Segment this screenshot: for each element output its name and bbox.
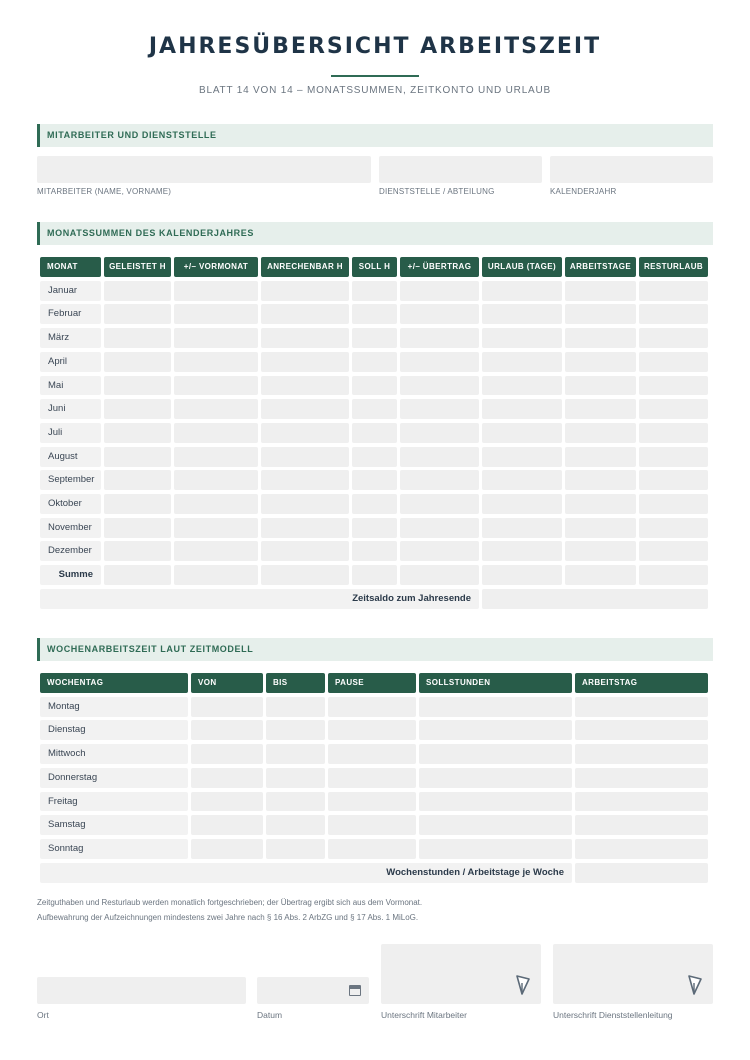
input-cell[interactable] xyxy=(352,470,397,490)
table-row xyxy=(40,792,708,812)
date-field[interactable] xyxy=(257,977,369,1004)
manager-signature-box[interactable] xyxy=(553,944,713,1004)
month-label: August xyxy=(40,447,101,467)
input-cell[interactable] xyxy=(400,376,479,396)
input-cell[interactable] xyxy=(565,281,636,301)
pen-icon xyxy=(515,974,531,996)
page-title: JAHRESÜBERSICHT ARBEITSZEIT xyxy=(148,34,602,59)
calendar-year-label: KALENDERJAHR xyxy=(550,187,617,196)
input-cell[interactable] xyxy=(174,423,258,443)
weekly-total-field[interactable] xyxy=(575,863,708,883)
input-cell[interactable] xyxy=(482,304,562,324)
employee-signature-label: Unterschrift Mitarbeiter xyxy=(381,1010,467,1020)
input-cell[interactable] xyxy=(328,744,416,764)
sum-cell[interactable] xyxy=(104,565,171,585)
column-header: RESTURLAUB xyxy=(639,257,708,277)
employee-name-field[interactable] xyxy=(37,156,371,183)
input-cell[interactable] xyxy=(639,352,708,372)
column-header: MONAT xyxy=(40,257,101,277)
input-cell[interactable] xyxy=(639,328,708,348)
input-cell[interactable] xyxy=(565,494,636,514)
input-cell[interactable] xyxy=(261,518,349,538)
month-label: Februar xyxy=(40,304,101,324)
column-header: PAUSE xyxy=(328,673,416,693)
table-header-row xyxy=(40,673,708,693)
input-cell[interactable] xyxy=(639,281,708,301)
input-cell[interactable] xyxy=(104,470,171,490)
month-label: Juni xyxy=(40,399,101,419)
input-cell[interactable] xyxy=(352,447,397,467)
table-header-row xyxy=(40,257,708,277)
manager-signature-label: Unterschrift Dienststellenleitung xyxy=(553,1010,673,1020)
input-cell[interactable] xyxy=(565,518,636,538)
input-cell[interactable] xyxy=(191,815,263,835)
input-cell[interactable] xyxy=(104,447,171,467)
note-carryover: Zeitguthaben und Resturlaub werden monatlich fortgeschrieben; der Übertrag ergibt sich aus dem Vormonat. xyxy=(37,898,423,907)
input-cell[interactable] xyxy=(482,352,562,372)
input-cell[interactable] xyxy=(400,470,479,490)
input-cell[interactable] xyxy=(419,839,572,859)
input-cell[interactable] xyxy=(261,399,349,419)
input-cell[interactable] xyxy=(482,541,562,561)
input-cell[interactable] xyxy=(266,815,325,835)
month-label: Juli xyxy=(40,423,101,443)
input-cell[interactable] xyxy=(266,744,325,764)
input-cell[interactable] xyxy=(419,720,572,740)
input-cell[interactable] xyxy=(419,768,572,788)
column-header: VON xyxy=(191,673,263,693)
input-cell[interactable] xyxy=(266,720,325,740)
sum-cell[interactable] xyxy=(261,565,349,585)
input-cell[interactable] xyxy=(191,720,263,740)
input-cell[interactable] xyxy=(261,376,349,396)
column-header: ARBEITSTAGE xyxy=(565,257,636,277)
input-cell[interactable] xyxy=(352,376,397,396)
input-cell[interactable] xyxy=(352,399,397,419)
input-cell[interactable] xyxy=(419,744,572,764)
input-cell[interactable] xyxy=(352,281,397,301)
input-cell[interactable] xyxy=(482,470,562,490)
section-weekly-title: WOCHENARBEITSZEIT LAUT ZEITMODELL xyxy=(37,638,713,661)
input-cell[interactable] xyxy=(104,399,171,419)
table-row xyxy=(40,447,708,467)
sum-label: Summe xyxy=(40,565,101,585)
input-cell[interactable] xyxy=(104,518,171,538)
department-label: DIENSTSTELLE / ABTEILUNG xyxy=(379,187,495,196)
input-cell[interactable] xyxy=(565,470,636,490)
input-cell[interactable] xyxy=(174,518,258,538)
input-cell[interactable] xyxy=(261,541,349,561)
section-monthly-title: MONATSSUMMEN DES KALENDERJAHRES xyxy=(37,222,713,245)
table-row xyxy=(40,376,708,396)
input-cell[interactable] xyxy=(482,328,562,348)
input-cell[interactable] xyxy=(328,720,416,740)
input-cell[interactable] xyxy=(400,518,479,538)
calendar-icon[interactable] xyxy=(349,985,361,996)
input-cell[interactable] xyxy=(266,768,325,788)
table-row xyxy=(40,470,708,490)
input-cell[interactable] xyxy=(400,541,479,561)
input-cell[interactable] xyxy=(352,541,397,561)
input-cell[interactable] xyxy=(639,376,708,396)
input-cell[interactable] xyxy=(174,470,258,490)
input-cell[interactable] xyxy=(261,328,349,348)
input-cell[interactable] xyxy=(575,768,708,788)
column-header: ANRECHENBAR H xyxy=(261,257,349,277)
input-cell[interactable] xyxy=(400,399,479,419)
input-cell[interactable] xyxy=(575,744,708,764)
month-label: November xyxy=(40,518,101,538)
input-cell[interactable] xyxy=(565,304,636,324)
input-cell[interactable] xyxy=(352,494,397,514)
month-label: April xyxy=(40,352,101,372)
input-cell[interactable] xyxy=(328,768,416,788)
balance-row xyxy=(40,589,708,609)
input-cell[interactable] xyxy=(191,697,263,717)
input-cell[interactable] xyxy=(419,815,572,835)
sum-cell[interactable] xyxy=(400,565,479,585)
input-cell[interactable] xyxy=(266,697,325,717)
input-cell[interactable] xyxy=(261,423,349,443)
input-cell[interactable] xyxy=(352,328,397,348)
input-cell[interactable] xyxy=(565,423,636,443)
page-subtitle: BLATT 14 VON 14 – MONATSSUMMEN, ZEITKONTO UND URLAUB xyxy=(198,85,552,96)
input-cell[interactable] xyxy=(104,494,171,514)
input-cell[interactable] xyxy=(174,447,258,467)
sum-cell[interactable] xyxy=(174,565,258,585)
input-cell[interactable] xyxy=(328,839,416,859)
input-cell[interactable] xyxy=(565,447,636,467)
input-cell[interactable] xyxy=(174,352,258,372)
input-cell[interactable] xyxy=(400,304,479,324)
place-label: Ort xyxy=(37,1010,49,1020)
table-row xyxy=(40,815,708,835)
note-retention: Aufbewahrung der Aufzeichnungen mindestens zwei Jahre nach § 16 Abs. 2 ArbZG und § 17 Abs. 1 MiLoG. xyxy=(37,913,419,922)
month-label: Januar xyxy=(40,281,101,301)
input-cell[interactable] xyxy=(266,792,325,812)
column-header: ARBEITSTAG xyxy=(575,673,708,693)
section-employee-title: MITARBEITER UND DIENSTSTELLE xyxy=(37,124,713,147)
input-cell[interactable] xyxy=(400,352,479,372)
input-cell[interactable] xyxy=(482,447,562,467)
sum-cell[interactable] xyxy=(565,565,636,585)
input-cell[interactable] xyxy=(482,494,562,514)
input-cell[interactable] xyxy=(261,352,349,372)
title-divider xyxy=(331,75,419,77)
column-header: GELEISTET H xyxy=(104,257,171,277)
input-cell[interactable] xyxy=(261,304,349,324)
input-cell[interactable] xyxy=(565,376,636,396)
input-cell[interactable] xyxy=(261,281,349,301)
input-cell[interactable] xyxy=(482,518,562,538)
input-cell[interactable] xyxy=(174,541,258,561)
input-cell[interactable] xyxy=(639,447,708,467)
weekly-total-row xyxy=(40,863,708,883)
sum-cell[interactable] xyxy=(352,565,397,585)
weekday-label: Mittwoch xyxy=(40,744,188,764)
table-row xyxy=(40,768,708,788)
month-label: September xyxy=(40,470,101,490)
input-cell[interactable] xyxy=(104,376,171,396)
table-row xyxy=(40,494,708,514)
input-cell[interactable] xyxy=(639,470,708,490)
input-cell[interactable] xyxy=(104,304,171,324)
input-cell[interactable] xyxy=(352,518,397,538)
input-cell[interactable] xyxy=(575,839,708,859)
input-cell[interactable] xyxy=(104,541,171,561)
input-cell[interactable] xyxy=(352,423,397,443)
input-cell[interactable] xyxy=(639,494,708,514)
input-cell[interactable] xyxy=(174,399,258,419)
input-cell[interactable] xyxy=(104,423,171,443)
input-cell[interactable] xyxy=(261,494,349,514)
input-cell[interactable] xyxy=(639,541,708,561)
employee-signature-box[interactable] xyxy=(381,944,541,1004)
pen-icon xyxy=(687,974,703,996)
input-cell[interactable] xyxy=(174,304,258,324)
input-cell[interactable] xyxy=(191,768,263,788)
department-field[interactable] xyxy=(379,156,542,183)
input-cell[interactable] xyxy=(328,815,416,835)
input-cell[interactable] xyxy=(328,697,416,717)
employee-name-label: MITARBEITER (NAME, VORNAME) xyxy=(37,187,172,196)
table-row xyxy=(40,352,708,372)
input-cell[interactable] xyxy=(482,423,562,443)
input-cell[interactable] xyxy=(400,281,479,301)
table-row xyxy=(40,328,708,348)
month-label: Mai xyxy=(40,376,101,396)
month-label: Oktober xyxy=(40,494,101,514)
input-cell[interactable] xyxy=(419,697,572,717)
calendar-year-field[interactable] xyxy=(550,156,713,183)
input-cell[interactable] xyxy=(352,352,397,372)
table-row xyxy=(40,720,708,740)
sum-row xyxy=(40,565,708,585)
table-row xyxy=(40,839,708,859)
input-cell[interactable] xyxy=(174,328,258,348)
year-end-balance-label: Zeitsaldo zum Jahresende xyxy=(40,589,479,609)
input-cell[interactable] xyxy=(261,470,349,490)
year-end-balance-field[interactable] xyxy=(482,589,708,609)
input-cell[interactable] xyxy=(482,281,562,301)
place-field[interactable] xyxy=(37,977,246,1004)
column-header: WOCHENTAG xyxy=(40,673,188,693)
table-row xyxy=(40,518,708,538)
date-label: Datum xyxy=(257,1010,283,1020)
sum-cell[interactable] xyxy=(639,565,708,585)
table-row xyxy=(40,541,708,561)
input-cell[interactable] xyxy=(174,281,258,301)
input-cell[interactable] xyxy=(419,792,572,812)
column-header: SOLLSTUNDEN xyxy=(419,673,572,693)
weekly-schedule-table xyxy=(40,673,708,886)
weekday-label: Montag xyxy=(40,697,188,717)
input-cell[interactable] xyxy=(400,447,479,467)
input-cell[interactable] xyxy=(191,744,263,764)
input-cell[interactable] xyxy=(104,281,171,301)
input-cell[interactable] xyxy=(174,494,258,514)
input-cell[interactable] xyxy=(104,352,171,372)
input-cell[interactable] xyxy=(174,376,258,396)
table-row xyxy=(40,399,708,419)
input-cell[interactable] xyxy=(482,376,562,396)
table-row xyxy=(40,304,708,324)
input-cell[interactable] xyxy=(575,815,708,835)
input-cell[interactable] xyxy=(261,447,349,467)
weekday-label: Freitag xyxy=(40,792,188,812)
input-cell[interactable] xyxy=(482,399,562,419)
column-header: BIS xyxy=(266,673,325,693)
input-cell[interactable] xyxy=(575,792,708,812)
input-cell[interactable] xyxy=(565,328,636,348)
weekly-total-label: Wochenstunden / Arbeitstage je Woche xyxy=(40,863,572,883)
input-cell[interactable] xyxy=(191,792,263,812)
month-label: März xyxy=(40,328,101,348)
table-row xyxy=(40,423,708,443)
column-header: +/– ÜBERTRAG xyxy=(400,257,479,277)
column-header: URLAUB (TAGE) xyxy=(482,257,562,277)
input-cell[interactable] xyxy=(400,328,479,348)
monthly-summary-table xyxy=(40,257,708,612)
input-cell[interactable] xyxy=(575,720,708,740)
input-cell[interactable] xyxy=(639,518,708,538)
input-cell[interactable] xyxy=(400,423,479,443)
input-cell[interactable] xyxy=(352,304,397,324)
weekday-label: Dienstag xyxy=(40,720,188,740)
input-cell[interactable] xyxy=(565,541,636,561)
weekday-label: Sonntag xyxy=(40,839,188,859)
input-cell[interactable] xyxy=(575,697,708,717)
input-cell[interactable] xyxy=(565,399,636,419)
input-cell[interactable] xyxy=(104,328,171,348)
input-cell[interactable] xyxy=(328,792,416,812)
column-header: SOLL H xyxy=(352,257,397,277)
input-cell[interactable] xyxy=(639,304,708,324)
input-cell[interactable] xyxy=(639,399,708,419)
table-row xyxy=(40,281,708,301)
column-header: +/– VORMONAT xyxy=(174,257,258,277)
weekday-label: Donnerstag xyxy=(40,768,188,788)
month-label: Dezember xyxy=(40,541,101,561)
input-cell[interactable] xyxy=(639,423,708,443)
input-cell[interactable] xyxy=(400,494,479,514)
weekday-label: Samstag xyxy=(40,815,188,835)
sum-cell[interactable] xyxy=(482,565,562,585)
table-row xyxy=(40,744,708,764)
input-cell[interactable] xyxy=(191,839,263,859)
input-cell[interactable] xyxy=(565,352,636,372)
input-cell[interactable] xyxy=(266,839,325,859)
table-row xyxy=(40,697,708,717)
